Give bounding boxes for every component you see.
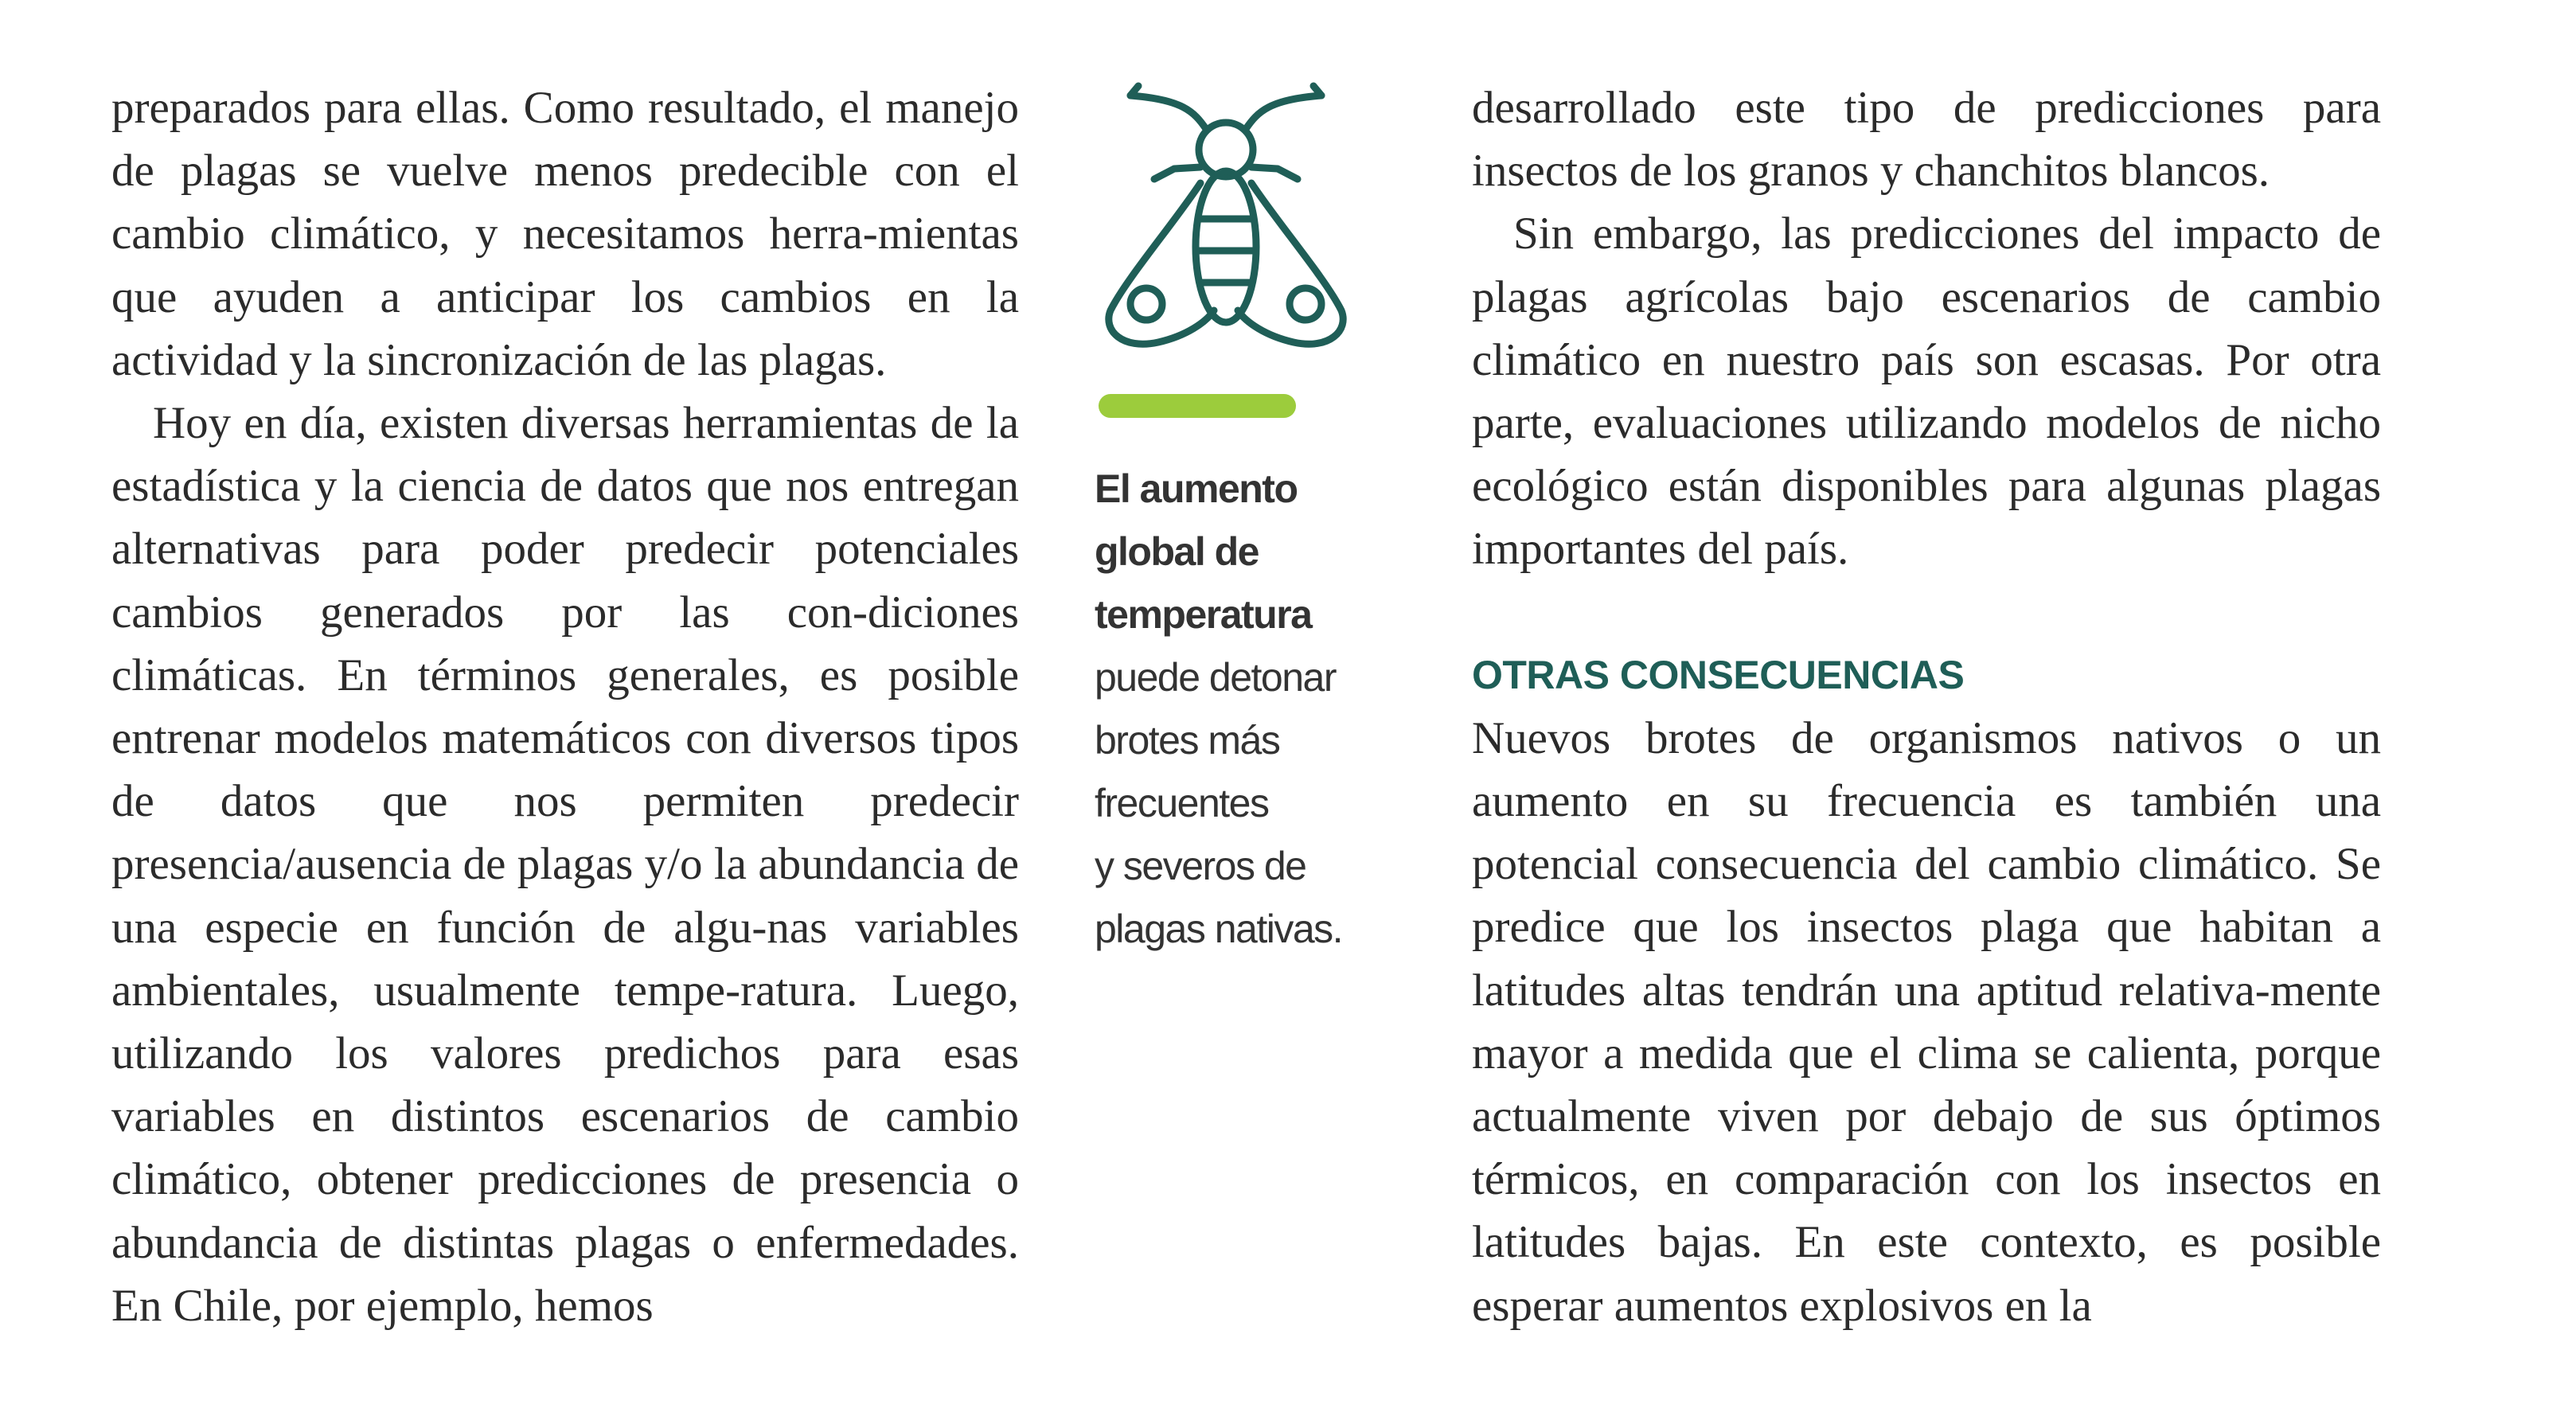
moth-icon xyxy=(1095,80,1357,350)
pull-quote-regular: puede detonar brotes más frecuentes y severos de plagas nativas. xyxy=(1095,655,1343,951)
pull-quote xyxy=(1095,458,1421,961)
left-column xyxy=(111,76,1019,1337)
right-paragraph-1: desarrollado este tipo de predicciones para insectos de los granos y chanchitos blancos. xyxy=(1472,83,2381,197)
accent-bar xyxy=(1099,394,1296,418)
left-paragraph-2: Hoy en día, existen diversas herramientas de la estadística y la ciencia de datos que nos entregan alternativas para poder predecir potenciales cambios generados por las con-diciones climáticas. En términos generales, es posible entrenar modelos matemáticos con diversos tipos de datos que nos permiten predecir presencia/ausencia de plagas y/o la abundancia de una especie en función de algu-nas variables ambientales, usualmente tempe-ratura. Luego, utilizando los valores predichos para esas variables en distintos escenarios de cambio climático, obtener predicciones de presencia o abundancia de distintas plagas o enfermedades. En Chile, por ejemplo, hemos xyxy=(111,398,1020,1331)
section-heading: OTRAS CONSECUENCIAS xyxy=(1472,652,1965,697)
right-column xyxy=(1472,76,2381,1337)
left-paragraph-1: preparados para ellas. Como resultado, el manejo de plagas se vuelve menos predecible con el cambio climático, y necesitamos herra-mientas que ayuden a anticipar los cambios en la actividad y la sincronización de las plagas. xyxy=(111,83,1020,385)
right-paragraph-2: Sin embargo, las predicciones del impacto de plagas agrícolas bajo escenarios de cambio climático en nuestro país son escasas. Por otra parte, evaluaciones utilizando modelos de nicho ecológico están disponibles para algunas plagas importantes del país. xyxy=(1472,209,2382,575)
sidebar-callout xyxy=(1095,80,1421,951)
right-paragraph-3: Nuevos brotes de organismos nativos o un aumento en su frecuencia es también una potencial consecuencia del cambio climático. Se predice que los insectos plaga que habitan a latitudes altas tendrán una aptitud relativa-mente mayor a medida que el clima se calienta, porque actualmente viven por debajo de sus óptimos térmicos, en comparación con los insectos en latitudes bajas. En este contexto, es posible esperar aumentos explosivos en la xyxy=(1472,712,2382,1331)
pull-quote-bold: El aumento global de temperatura xyxy=(1095,466,1312,637)
